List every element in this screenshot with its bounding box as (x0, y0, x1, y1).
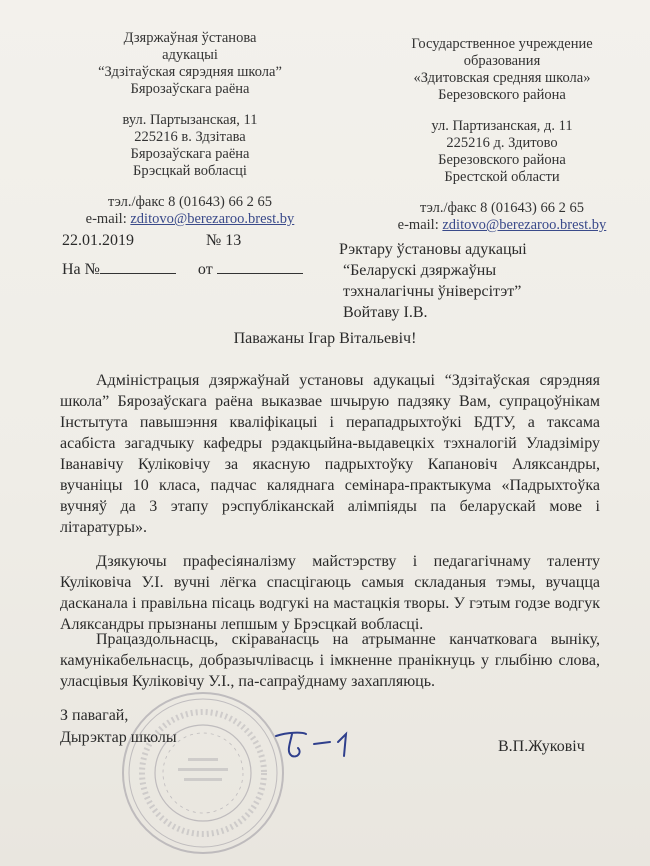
district: Бярозаўскага раёна (130, 81, 250, 97)
reference-on-label: На № (62, 261, 100, 278)
addressee-line-3: тэхналагічны ўніверсітэт” (343, 283, 522, 300)
email-label: e-mail: (85, 211, 127, 227)
org-type: Государственное учреждение (411, 36, 593, 52)
body-paragraph: Працаздольнасць, скіраванасць на атрыманне канчатковага выніку, камунікабельнасць, добразычлівасць і імкненне пранікнуць у глыбіню слова, уласцівыя Куліковічу У.І., па-сапраўднаму захапляюць. (60, 631, 600, 690)
address-region: Брэсцкай вобласці (133, 163, 247, 179)
address-district: Бярозаўскага раёна (130, 146, 250, 162)
address-district: Березовского района (438, 152, 566, 168)
email-link[interactable]: zditovo@berezaroo.brest.by (442, 217, 607, 233)
district: Березовского района (438, 87, 566, 103)
school-name: «Здитовская средняя школа» (413, 70, 591, 86)
letter-number: № 13 (206, 232, 242, 249)
closing: З павагай, (60, 707, 129, 724)
salutation: Паважаны Ігар Вітальевіч! (233, 330, 417, 347)
letter-date: 22.01.2019 (62, 232, 134, 249)
address-region: Брестской области (444, 169, 560, 185)
addressee-line-2: “Беларускі дзяржаўны (343, 262, 497, 279)
address-street: вул. Партызанская, 11 (122, 112, 258, 128)
email-label: e-mail: (397, 217, 439, 233)
addressee-line-1: Рэктару ўстановы адукацыі (339, 241, 527, 258)
letterhead-belarusian (66, 30, 314, 228)
signature-block (60, 705, 177, 749)
email-line (378, 217, 626, 234)
address-postal: 225216 в. Здзітава (134, 129, 246, 145)
body-paragraph: Адміністрацыя дзяржаўнай установы адукацыі “Здзітаўская сярэдняя школа” Бярозаўскага раёна выказвае шчырую падзяку Вам, супрацоўнікам Інстытута павышэння кваліфікацыі і перападрыхтоўкі БДТУ, а таксама асабіста загадчыку кафедры рэдакцыйна-выдавецкіх тэхналогій Уладзіміру Іванавічу Куліковічу за якасную падрыхтоўку Капановіч Аляксандры, вучаніцы 10 класа, падчас каляднага семінара-практыкума «Падрыхтоўка вучняў да 3 этапу рэспубліканскай алімпіяды па беларускай мове і літаратуры». (60, 372, 600, 536)
org-type: Дзяржаўная ўстанова (123, 30, 257, 46)
phone-fax: тэл./факс 8 (01643) 66 2 65 (107, 194, 273, 210)
letterhead-russian (378, 36, 626, 234)
reference-from-label: от (197, 261, 213, 278)
org-type-2: образования (463, 53, 541, 69)
address-postal: 225216 д. Здитово (446, 135, 558, 151)
addressee-block (339, 239, 527, 323)
phone-fax: тэл./факс 8 (01643) 66 2 65 (419, 200, 585, 216)
email-line (66, 211, 314, 228)
email-link[interactable]: zditovo@berezaroo.brest.by (130, 211, 295, 227)
signatory-name: В.П.Жуковіч (498, 738, 585, 755)
handwritten-signature (268, 722, 378, 762)
address-street: ул. Партизанская, д. 11 (431, 118, 573, 134)
body-paragraph: Дзякуючы прафесіяналізму майстэрству і педагагічнаму таленту Куліковіча У.І. вучні лёгка спасцігаюць самыя складаныя тэмы, вучацца дасканала і правільна пісаць водгукі на мастацкія творы. У гэтым годзе водгук Аляксандры прызнаны лепшым у Брэсцкай вобласці. (60, 553, 600, 633)
signatory-title: Дырэктар школы (60, 729, 177, 746)
school-name: “Здзітаўская сярэдняя школа” (98, 64, 282, 80)
addressee-line-4: Войтаву І.В. (343, 304, 428, 321)
reference-line (62, 259, 303, 279)
org-type-2: адукацыі (162, 47, 218, 63)
